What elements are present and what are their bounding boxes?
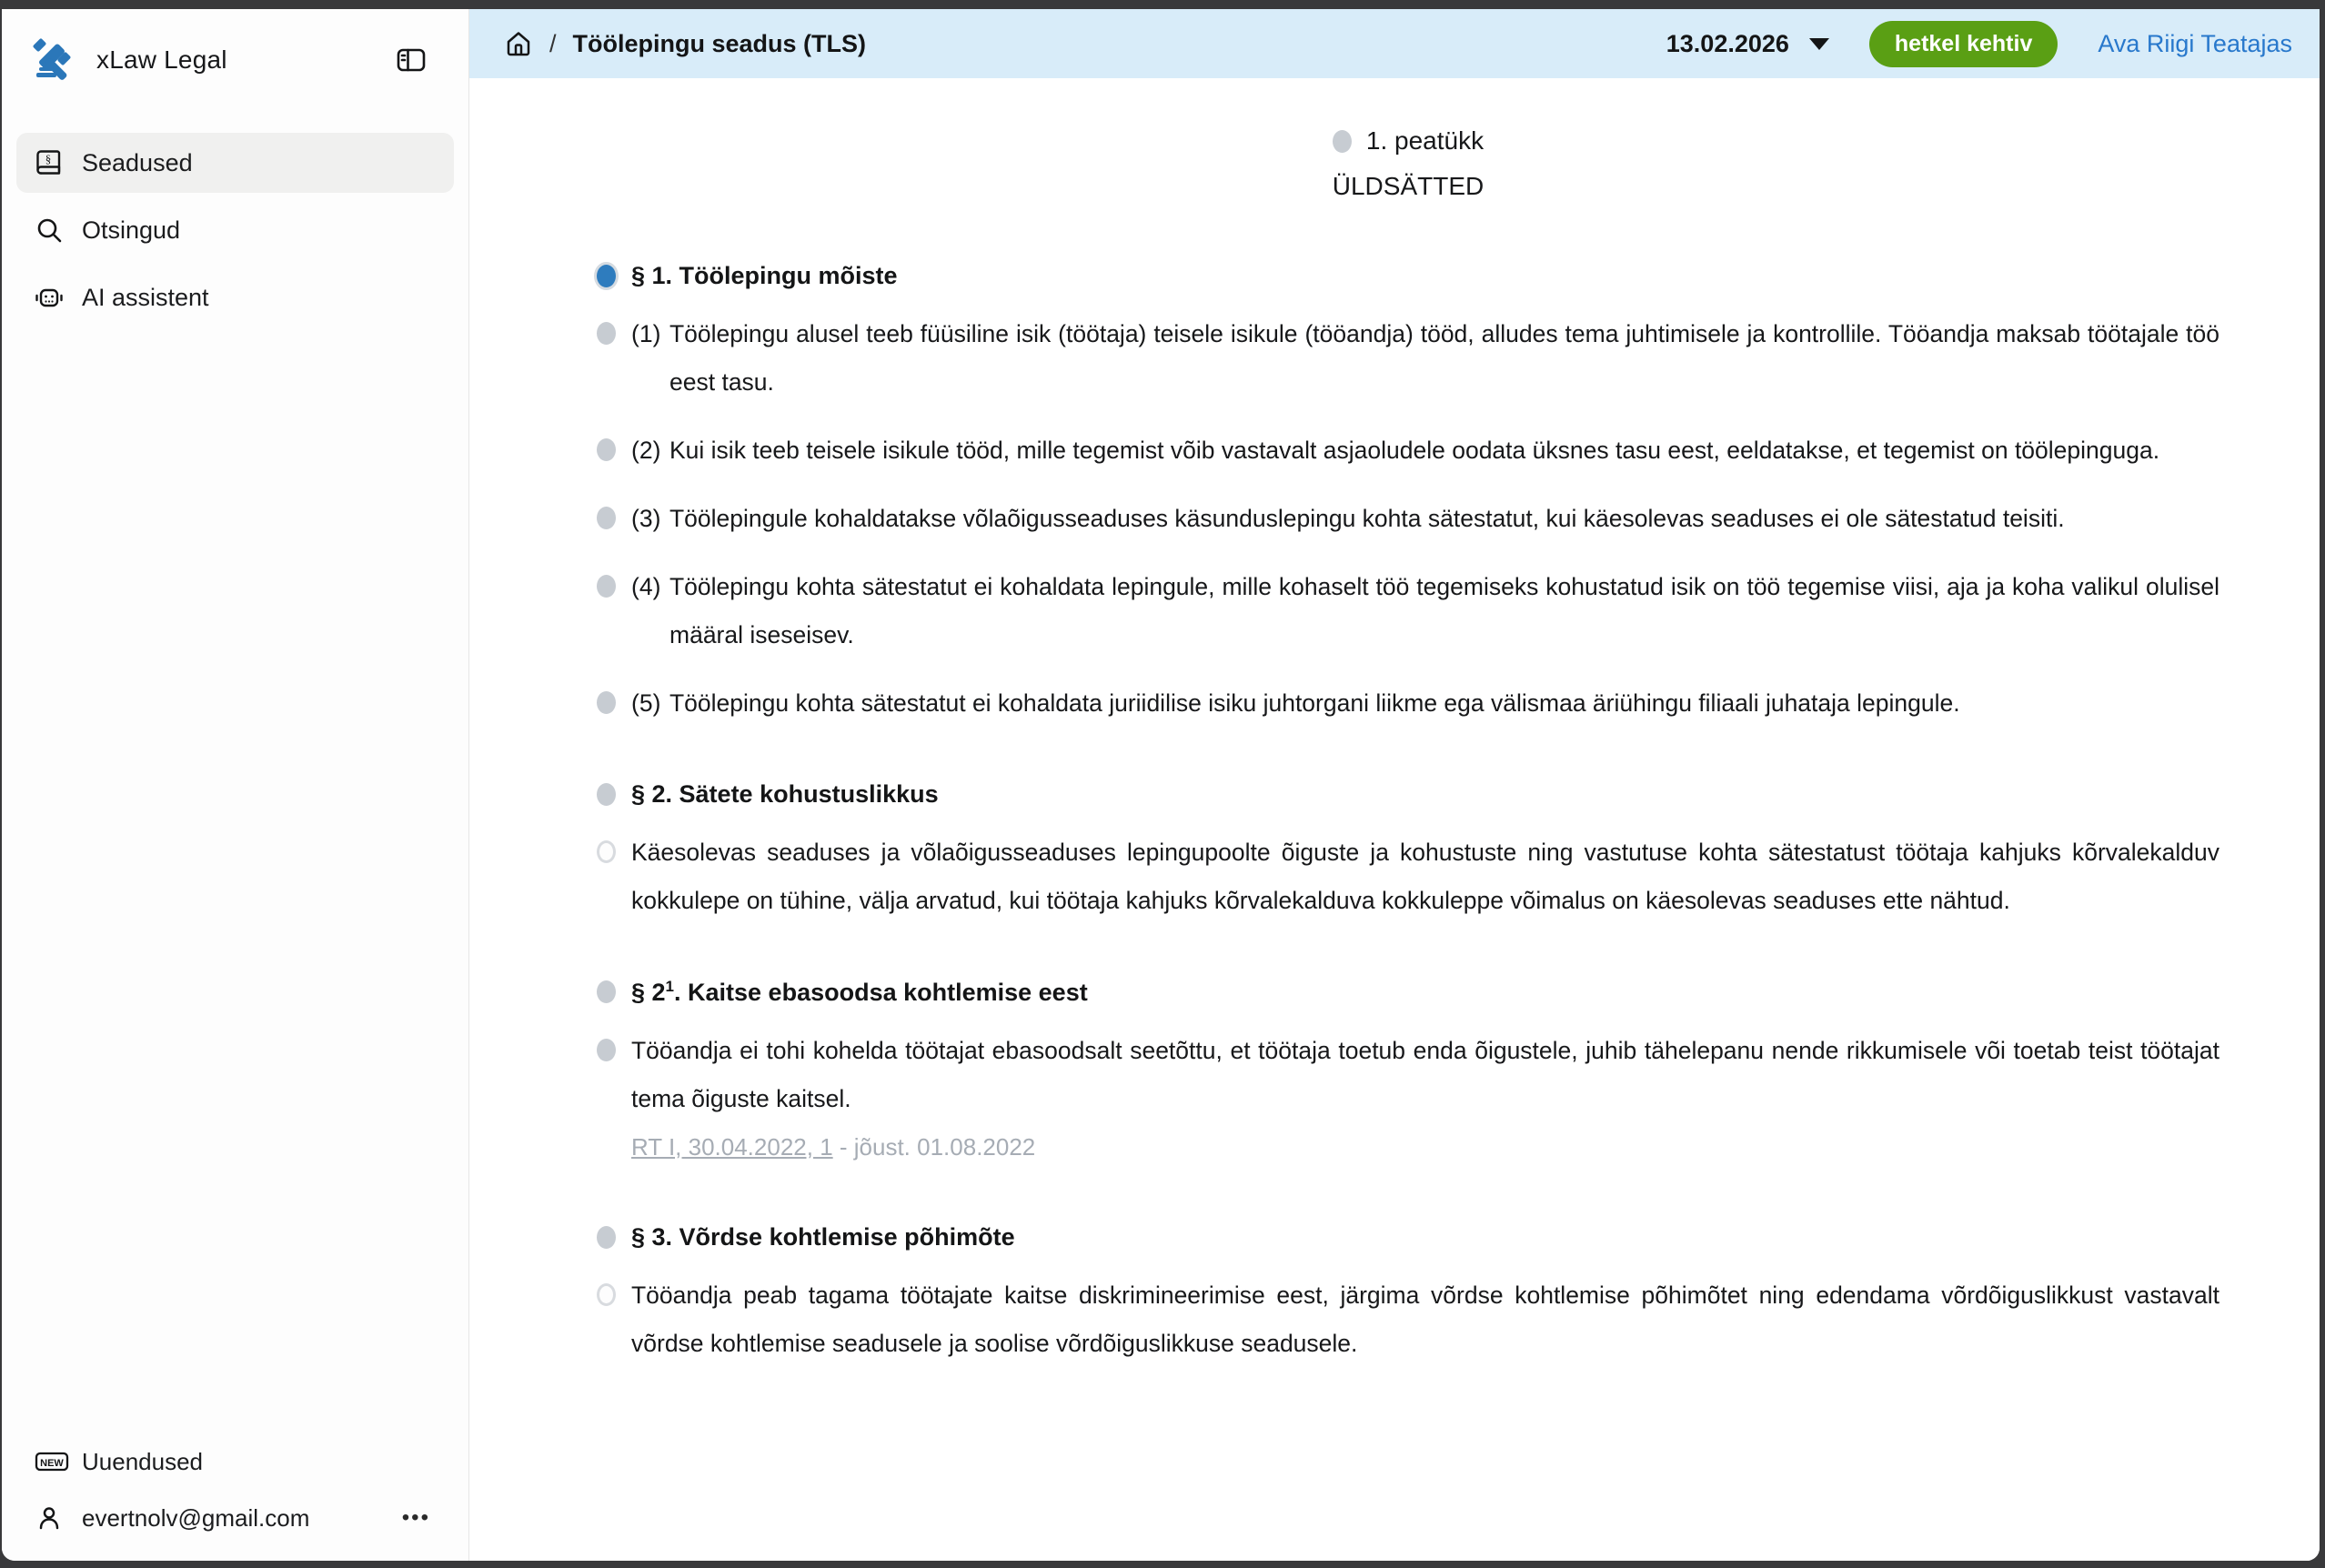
paragraph-text: Käesolevas seaduses ja võlaõigusseaduses lepingupoolte õiguste ja kohustuste ning vastutuse kohta sätestatust töötaja kahjuks kõrvalekalduv kokkulepe on tühine, välja arvatud, kui töötaja kahjuks kõrvalekalduva kokkuleppe võimalus on käesolevas seaduses ette nähtud. <box>631 838 2219 914</box>
paragraph-number: (2) <box>631 436 661 464</box>
sidebar-item-uuendused[interactable] <box>16 1433 454 1490</box>
sidebar-footer <box>2 1433 468 1561</box>
sidebar <box>2 9 469 1561</box>
section-bullet[interactable] <box>597 1226 616 1249</box>
section-heading: § 2. Sätete kohustuslikkus <box>631 779 939 808</box>
validity-status-badge: hetkel kehtiv <box>1869 21 2058 67</box>
sections-container <box>597 262 2219 1368</box>
paragraph-body <box>631 829 2219 925</box>
law-paragraph <box>597 1271 2219 1368</box>
paragraph-bullet[interactable] <box>597 322 616 345</box>
svg-text:§: § <box>45 152 52 166</box>
paragraph-text: Tööandja peab tagama töötajate kaitse diskrimineerimise eest, järgima võrdse kohtlemise põhimõtet ning edendama võrdõiguslikkust vastavalt võrdse kohtlemise seadusele ja soolise võrdõiguslikkuse seadusele. <box>631 1281 2219 1357</box>
user-email: evertnolv@gmail.com <box>82 1503 310 1532</box>
topbar <box>469 9 2320 78</box>
section-heading-row <box>597 262 2219 290</box>
paragraph-body <box>631 310 2219 407</box>
sidebar-item-ai-assistent[interactable] <box>16 267 454 327</box>
section-bullet[interactable] <box>597 783 616 806</box>
gavel-logo-icon <box>31 36 78 84</box>
section-heading-row <box>597 1223 2219 1251</box>
law-section <box>597 780 2219 925</box>
paragraph-bullet[interactable] <box>597 507 616 529</box>
heading-superscript: 1 <box>665 977 675 995</box>
section-heading: § 1. Töölepingu mõiste <box>631 261 898 289</box>
chevron-down-icon <box>1809 38 1829 50</box>
riigi-teataja-link[interactable]: Ava Riigi Teatajas <box>2098 29 2292 57</box>
sidebar-item-label: Otsingud <box>82 216 181 244</box>
paragraph-body <box>631 1027 2219 1171</box>
law-paragraph <box>597 427 2219 475</box>
paragraph-number: (4) <box>631 572 661 600</box>
chapter-number-line <box>1333 120 1484 162</box>
law-paragraph <box>597 829 2219 925</box>
paragraph-text: Tööandja ei tohi kohelda töötajat ebasoodsalt seetõttu, et töötaja toetub enda õigustele, juhib tähelepanu nende rikkumisele või toetab teist töötajat tema õiguste kaitsel. <box>631 1036 2219 1112</box>
law-paragraph <box>597 495 2219 543</box>
breadcrumb <box>504 29 866 58</box>
paragraph-text: (3) Töölepingule kohaldatakse võlaõigusseaduses käsunduslepingu kohta sätestatut, kui käesolevas seaduses ei ole sätestatud teisiti. <box>631 495 2219 543</box>
paragraph-body <box>631 679 2219 728</box>
law-paragraph <box>597 563 2219 659</box>
sidebar-item-otsingud[interactable] <box>16 200 454 260</box>
breadcrumb-title[interactable]: Töölepingu seadus (TLS) <box>572 29 867 57</box>
date-value: 13.02.2026 <box>1666 29 1789 57</box>
date-picker[interactable] <box>1666 30 1829 58</box>
amendment-effective-date: - jõust. 01.08.2022 <box>832 1132 1036 1161</box>
chapter-title: ÜLDSÄTTED <box>1332 171 1485 200</box>
paragraph-number: (5) <box>631 689 661 717</box>
document-body <box>469 120 2320 1368</box>
sidebar-item-label: AI assistent <box>82 283 209 311</box>
updates-label: Uuendused <box>82 1447 203 1475</box>
sidebar-item-label: Seadused <box>82 148 193 176</box>
more-options-icon[interactable]: ••• <box>401 1505 430 1530</box>
user-account-row[interactable] <box>16 1490 454 1546</box>
amendment-link[interactable]: RT I, 30.04.2022, 1 <box>631 1132 833 1161</box>
home-icon[interactable] <box>504 29 533 58</box>
paragraph-body <box>631 1271 2219 1368</box>
paragraph-text: (2) Kui isik teeb teisele isikule tööd, mille tegemist võib vastavalt asjaoludele oodata üksnes tasu eest, eeldatakse, et tegemist on töölepinguga. <box>631 427 2219 475</box>
paragraph-text: (1) Töölepingu alusel teeb füüsiline isik (töötaja) teisele isikule (tööandja) tööd, alludes tema juhtimisele ja kontrollile. Tööandja maksab töötajale töö eest tasu. <box>631 310 2219 407</box>
law-paragraph <box>597 679 2219 728</box>
paragraph-body <box>631 427 2219 475</box>
chapter-heading <box>597 120 2219 207</box>
section-heading: § $2^1$. Kaitse ebasoodsa kohtlemise eest <box>631 977 1088 1006</box>
law-section <box>597 262 2219 728</box>
chapter-number: 1. peatükk <box>1365 126 1485 155</box>
paragraph-bullet[interactable] <box>597 1039 616 1061</box>
section-heading-row <box>597 978 2219 1007</box>
section-bullet[interactable] <box>597 980 616 1003</box>
paragraph-number: (1) <box>631 319 661 347</box>
law-section <box>597 978 2219 1171</box>
paragraph-bullet[interactable] <box>597 438 616 461</box>
paragraph-bullet[interactable] <box>597 691 616 714</box>
search-icon <box>35 216 64 245</box>
law-paragraph <box>597 1027 2219 1171</box>
section-heading-row <box>597 780 2219 809</box>
user-icon <box>35 1503 64 1533</box>
law-section <box>597 1223 2219 1368</box>
amendment-note <box>631 1123 2219 1171</box>
sidebar-item-seadused[interactable] <box>16 133 454 193</box>
paragraph-bullet[interactable] <box>597 575 616 598</box>
paragraph-bullet[interactable] <box>597 840 616 863</box>
app-title: xLaw Legal <box>96 45 227 74</box>
main-area <box>469 9 2320 1561</box>
sidebar-toggle-icon[interactable] <box>396 45 427 75</box>
breadcrumb-separator: / <box>549 29 557 57</box>
sidebar-nav <box>2 100 468 327</box>
svg-text:NEW: NEW <box>40 1458 64 1469</box>
law-book-icon <box>35 148 64 177</box>
paragraph-number: (3) <box>631 504 661 532</box>
paragraph-text: (4) Töölepingu kohta sätestatut ei kohaldata lepingule, mille kohaselt töö tegemiseks kohustatud isik on töö tegemise viisi, aja ja koha valikul olulisel määral iseseisev. <box>631 563 2219 659</box>
law-paragraph <box>597 310 2219 407</box>
section-bullet[interactable] <box>597 265 616 287</box>
app-window <box>2 9 2320 1561</box>
sidebar-header <box>2 9 468 100</box>
topbar-actions <box>1666 21 2292 67</box>
paragraph-body <box>631 563 2219 659</box>
section-heading: § 3. Võrdse kohtlemise põhimõte <box>631 1222 1015 1251</box>
paragraph-body <box>631 495 2219 543</box>
new-badge-icon <box>35 1447 64 1476</box>
chapter-bullet[interactable] <box>1333 130 1352 153</box>
paragraph-bullet[interactable] <box>597 1283 616 1306</box>
paragraph-text: (5) Töölepingu kohta sätestatut ei kohaldata juriidilise isiku juhtorgani liikme ega välismaa äriühingu filiaali juhataja lepingule. <box>631 679 2219 728</box>
document-viewport <box>469 78 2320 1561</box>
robot-icon <box>35 283 64 312</box>
